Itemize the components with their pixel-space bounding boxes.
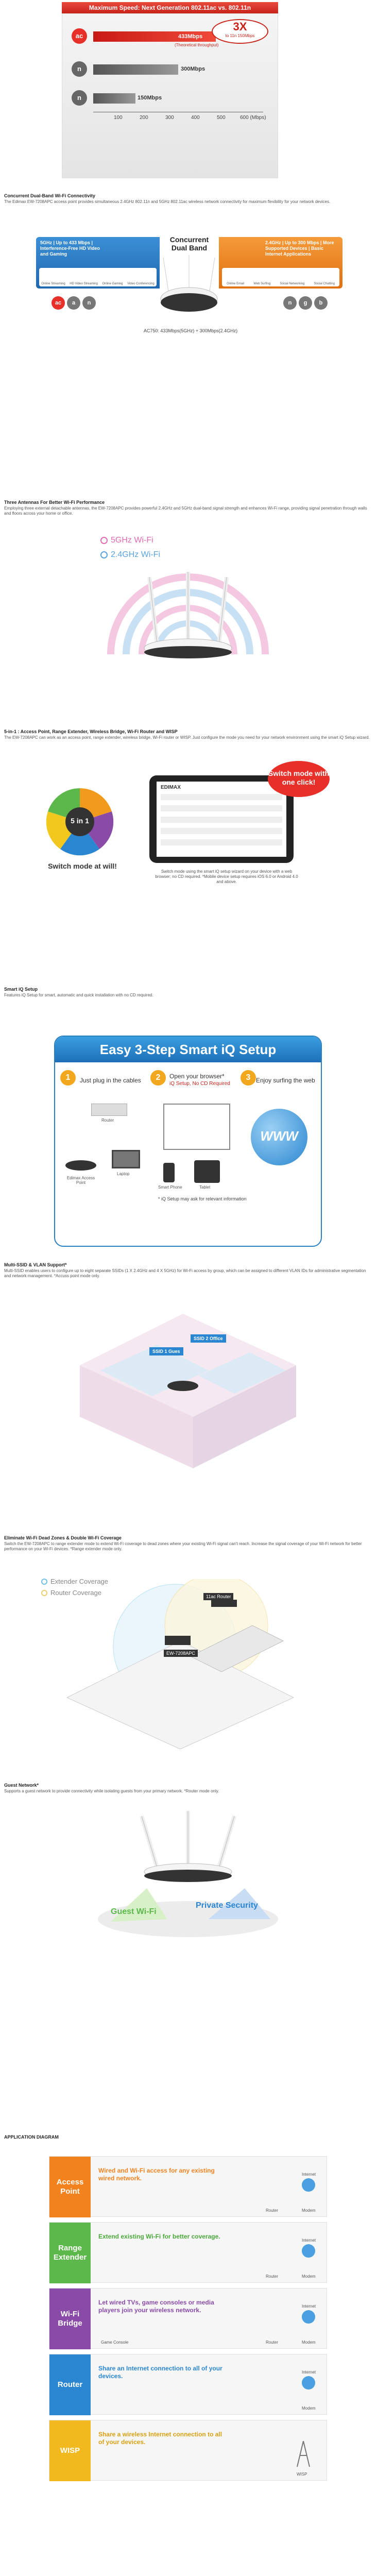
browser-window	[163, 1104, 230, 1150]
tick: 200	[140, 115, 148, 121]
legend-swatch	[41, 1590, 47, 1596]
globe-icon	[302, 2310, 315, 2324]
n-badge-icon-2: n	[72, 90, 87, 106]
tick: 500	[217, 115, 226, 121]
ssid-section	[0, 1257, 377, 1473]
legend-label: 5GHz Wi-Fi	[111, 536, 153, 545]
callout-3x: 3X	[233, 20, 247, 33]
item: Online Email	[227, 282, 245, 285]
n-badge-icon: n	[72, 61, 87, 77]
guest-illustration	[90, 1811, 286, 1940]
step-sub: iQ Setup, No CD Required	[169, 1081, 230, 1087]
section-title: Guest Network*	[4, 1783, 39, 1788]
tick: 600 (Mbps)	[240, 115, 266, 121]
phone-icon	[163, 1163, 175, 1182]
tablet-brand: EDIMAX	[161, 785, 181, 790]
n-badge-icon: n	[82, 296, 96, 310]
device-label: EW-7208APC	[164, 1650, 198, 1657]
item-modem: Modem	[302, 2208, 316, 2213]
item-router: Router	[266, 2274, 279, 2279]
center-label: Concurrent Dual Band	[169, 235, 209, 252]
private-label: Private Security	[196, 1901, 258, 1910]
section-title: Concurrent Dual-Band Wi-Fi Connectivity	[4, 193, 95, 198]
tower-icon	[296, 2441, 311, 2467]
band-24ghz-panel	[219, 237, 342, 289]
item-router: Router	[266, 2340, 279, 2345]
app-desc: Share an Internet connection to all of your devices.	[98, 2365, 222, 2380]
bar-433-sub: (Theoretical throughput)	[175, 43, 219, 47]
coverage-arcs	[100, 556, 276, 659]
router-icon	[158, 255, 220, 322]
section-text: The Edimax EW-7208APC access point provides simultaneous 2.4GHz 802.11n and 5GHz 802.11ac wireless network connectivity for maximum flexibility for your network devices.	[4, 199, 331, 204]
legend-swatch	[100, 537, 108, 544]
iq-footnote: * iQ Setup may ask for relevant information	[158, 1196, 247, 1201]
tablet-screen	[157, 782, 286, 857]
section-text: Switch the EW-7208APC to range extender mode to extend Wi-Fi coverage to dead zones where your existing Wi-Fi signal can't reach. Increase the signal coverage of your Wi-Fi network for better performance on your Wi-Fi devices. *Range extender mode only.	[4, 1541, 362, 1551]
item: HD Video Streaming	[70, 282, 98, 285]
item-internet: Internet	[302, 2238, 316, 2243]
callout-sub: to 11n 150Mbps	[225, 33, 255, 38]
step-label: Enjoy surfing the web	[256, 1077, 315, 1084]
app-card-wisp	[49, 2420, 327, 2481]
a-badge-icon: a	[67, 296, 80, 310]
modes-section	[0, 724, 377, 909]
item-wisp: WISP	[297, 2472, 307, 2477]
bar-300	[93, 64, 178, 75]
app-label: Router	[49, 2354, 91, 2415]
item-modem: Modem	[302, 2274, 316, 2279]
speed-callout	[212, 19, 268, 44]
tick: 400	[191, 115, 200, 121]
app-label: Range Extender	[49, 2223, 91, 2283]
item: Online Gaming	[102, 282, 123, 285]
ssid-label-1: SSID 1 Gues	[149, 1347, 183, 1355]
globe-icon	[302, 2178, 315, 2192]
n-badge-icon: n	[283, 296, 297, 310]
ac-badge-icon: ac	[72, 28, 87, 44]
section-title: Three Antennas For Better Wi-Fi Performance	[4, 500, 105, 505]
globe-icon	[302, 2244, 315, 2258]
dual-footer: AC750: 433Mbps(5GHz) + 300Mbps(2.4GHz)	[143, 328, 238, 333]
legend-label: 2.4GHz Wi-Fi	[111, 550, 160, 559]
app-label: WISP	[49, 2420, 91, 2481]
router-box-icon	[91, 1104, 127, 1116]
app-card-access-point	[49, 2156, 327, 2217]
modes-note: Switch mode using the smart iQ setup wizard on your device with a web browser; no CD required. *Mobile device setup requires iOS 6.0 or Android 4.0 and above.	[155, 869, 298, 884]
laptop-icon	[112, 1150, 140, 1168]
bar-300-label: 300Mbps	[181, 66, 205, 72]
item-internet: Internet	[302, 2370, 316, 2375]
section-title: APPLICATION DIAGRAM	[4, 2134, 59, 2140]
wheel-caption: Switch mode at will!	[48, 862, 117, 870]
g-badge-icon: g	[299, 296, 312, 310]
iq-section	[0, 981, 377, 997]
tablet-menu	[161, 794, 282, 851]
item-internet: Internet	[302, 2304, 316, 2309]
switch-callout: Switch mode with one click!	[268, 761, 330, 797]
bar-433-label: 433Mbps	[178, 33, 203, 40]
section-text: Features iQ Setup for smart, automatic and quick installation with no CD required.	[4, 993, 153, 997]
app-card-range-extender	[49, 2222, 327, 2283]
router-label: 11ac Router	[203, 1593, 233, 1600]
item-modem: Modem	[302, 2406, 316, 2411]
tick: 100	[114, 115, 123, 121]
item-game-console: Game Console	[101, 2340, 129, 2345]
tablet-icon	[194, 1160, 220, 1183]
item-modem: Modem	[302, 2340, 316, 2345]
step-number: 2	[150, 1070, 166, 1086]
ac-badge-icon: ac	[52, 296, 65, 310]
office-illustration	[80, 1314, 296, 1468]
item: Social Chatting	[314, 282, 335, 285]
legend-swatch	[41, 1579, 47, 1585]
app-desc: Wired and Wi-Fi access for any existing wired network.	[98, 2167, 215, 2182]
section-title: 5-in-1 : Access Point, Range Extender, Wireless Bridge, Wi-Fi Router and WISP	[4, 729, 178, 734]
apps-section	[0, 2130, 377, 2141]
band-5ghz-panel	[36, 237, 160, 289]
app-desc: Let wired TVs, game consoles or media players join your wireless network.	[98, 2299, 214, 2314]
tick: 300	[165, 115, 174, 121]
www-text: WWW	[260, 1128, 298, 1144]
antenna-section	[0, 495, 377, 659]
device-label: Tablet	[199, 1185, 211, 1190]
item: Web Surfing	[253, 282, 271, 285]
band-24ghz-items	[222, 268, 339, 286]
item-internet: Internet	[302, 2172, 316, 2177]
step-label: Open your browser*	[169, 1073, 225, 1080]
tablet-icon	[149, 775, 294, 863]
app-card-wifi-bridge	[49, 2288, 327, 2349]
legend-label: Router Coverage	[50, 1589, 101, 1597]
iq-steps-panel	[54, 1036, 322, 1247]
legend-5ghz	[100, 536, 153, 545]
section-title: Multi-SSID & VLAN Support*	[4, 1262, 67, 1267]
www-globe-icon	[251, 1109, 307, 1165]
speed-chart	[62, 13, 278, 178]
app-card-router	[49, 2354, 327, 2415]
ssid-label-2: SSID 2 Office	[191, 1334, 226, 1343]
item: Video Conferencing	[127, 282, 155, 285]
item: Social Networking	[280, 282, 305, 285]
speed-banner: Maximum Speed: Next Generation 802.11ac vs. 802.11n	[62, 2, 278, 13]
step-number: 3	[241, 1070, 256, 1086]
step-label: Just plug in the cables	[80, 1077, 141, 1084]
globe-icon	[302, 2376, 315, 2389]
section-title: Eliminate Wi-Fi Dead Zones & Double Wi-Fi Coverage	[4, 1535, 122, 1540]
device-label: Laptop	[117, 1172, 130, 1176]
bar-150	[93, 93, 135, 104]
app-desc: Share a wireless Internet connection to all of your devices.	[98, 2431, 222, 2446]
wheel-center: 5 in 1	[71, 817, 89, 825]
app-desc: Extend existing Wi-Fi for better coverage.	[98, 2233, 220, 2240]
b-badge-icon: b	[314, 296, 328, 310]
section-text: Employing three external detachable antennas, the EW-7208APC provides powerful 2.4GHz and 5GHz dual-band signal strength and enhances Wi-Fi range, providing signal penetration through walls and floors across your home or office.	[4, 506, 367, 516]
step-number: 1	[60, 1070, 76, 1086]
section-text: Supports a guest network to provide connectivity while isolating guests from your primary network. *Router mode only.	[4, 1789, 219, 1793]
band-5ghz-head: 5GHz | Up to 433 Mbps | Interference-Free HD Video and Gaming	[40, 240, 100, 257]
device-label: Smart Phone	[158, 1185, 182, 1190]
section-title: Smart iQ Setup	[4, 987, 38, 992]
item-router: Router	[266, 2208, 279, 2213]
coverage-section	[0, 1530, 377, 1757]
speed-section	[0, 0, 377, 185]
bar-150-label: 150Mbps	[138, 95, 162, 101]
band-5ghz-items	[39, 268, 157, 286]
item: Online Streaming	[41, 282, 65, 285]
device-label: Edimax Access Point	[66, 1176, 95, 1185]
house-illustration	[57, 1579, 304, 1749]
guest-section	[0, 1777, 377, 1942]
device-label: Router	[101, 1118, 114, 1123]
app-label: Access Point	[49, 2157, 91, 2217]
legend-label: Extender Coverage	[50, 1578, 109, 1585]
section-text: Multi-SSID enables users to configure up to eight separate SSIDs (1 X 2.4GHz and 4 X 5GHz) for Wi-Fi access by group, which can be assigned to different VLAN IDs for administrative segmentation and network management. *Accuss point mode only.	[4, 1268, 366, 1278]
guest-label: Guest Wi-Fi	[111, 1907, 157, 1916]
dual-band-section	[0, 188, 377, 394]
steps-header: Easy 3-Step Smart iQ Setup	[55, 1037, 321, 1062]
app-label: Wi-Fi Bridge	[49, 2289, 91, 2349]
section-text: The EW-7208APC can work as an access point, range extender, wireless bridge, Wi-Fi router or WISP. Just configure the mode you need for your network environment using the smart iQ Setup wizard.	[4, 735, 370, 740]
band-24ghz-head: 2.4GHz | Up to 300 Mbps | More Supported Devices | Basic Internet Applications	[265, 240, 334, 257]
ap-icon	[65, 1160, 96, 1171]
